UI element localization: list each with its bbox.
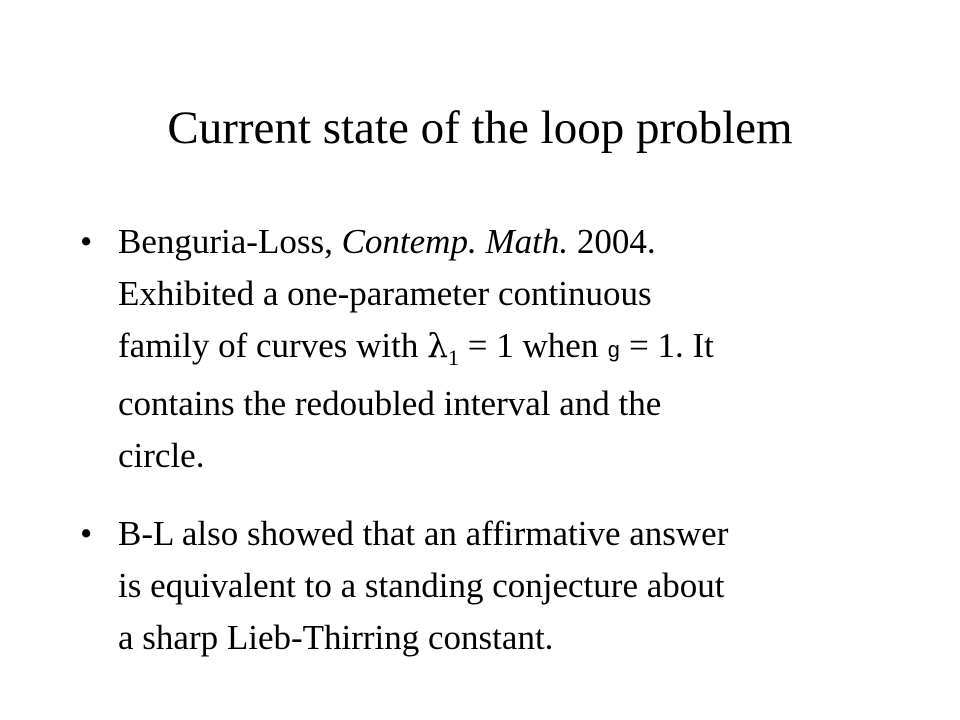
citation-journal: Contemp. Math. <box>341 222 569 261</box>
bullet-list <box>80 216 880 664</box>
bullet-line: a sharp Lieb-Thirring constant. <box>118 618 554 657</box>
citation-year: 2004. <box>568 222 656 261</box>
bullet-line: B-L also showed that an affirmative answer <box>118 514 729 553</box>
text-segment: = 1. It <box>620 326 714 365</box>
bullet-line <box>118 216 880 268</box>
gamma-symbol: g <box>607 339 621 364</box>
bullet-marker: • <box>80 222 93 261</box>
bullet-marker: • <box>80 514 93 553</box>
lambda-subscript: 1 <box>448 345 460 370</box>
lambda-symbol: λ <box>427 326 449 365</box>
bullet-line: Exhibited a one-parameter continuous <box>118 274 652 313</box>
bullet-line: circle. <box>118 436 205 475</box>
bullet-item-b-l <box>80 508 880 664</box>
bullet-line: is equivalent to a standing conjecture about <box>118 566 725 605</box>
citation-author: Benguria-Loss, <box>118 222 342 261</box>
bullet-item-benguria-loss <box>80 216 880 482</box>
bullet-line: contains the redoubled interval and the <box>118 384 662 423</box>
bullet-line <box>118 320 880 378</box>
text-segment: = 1 when <box>459 326 608 365</box>
text-segment: family of curves with <box>118 326 428 365</box>
slide-title: Current state of the loop problem <box>167 102 793 154</box>
